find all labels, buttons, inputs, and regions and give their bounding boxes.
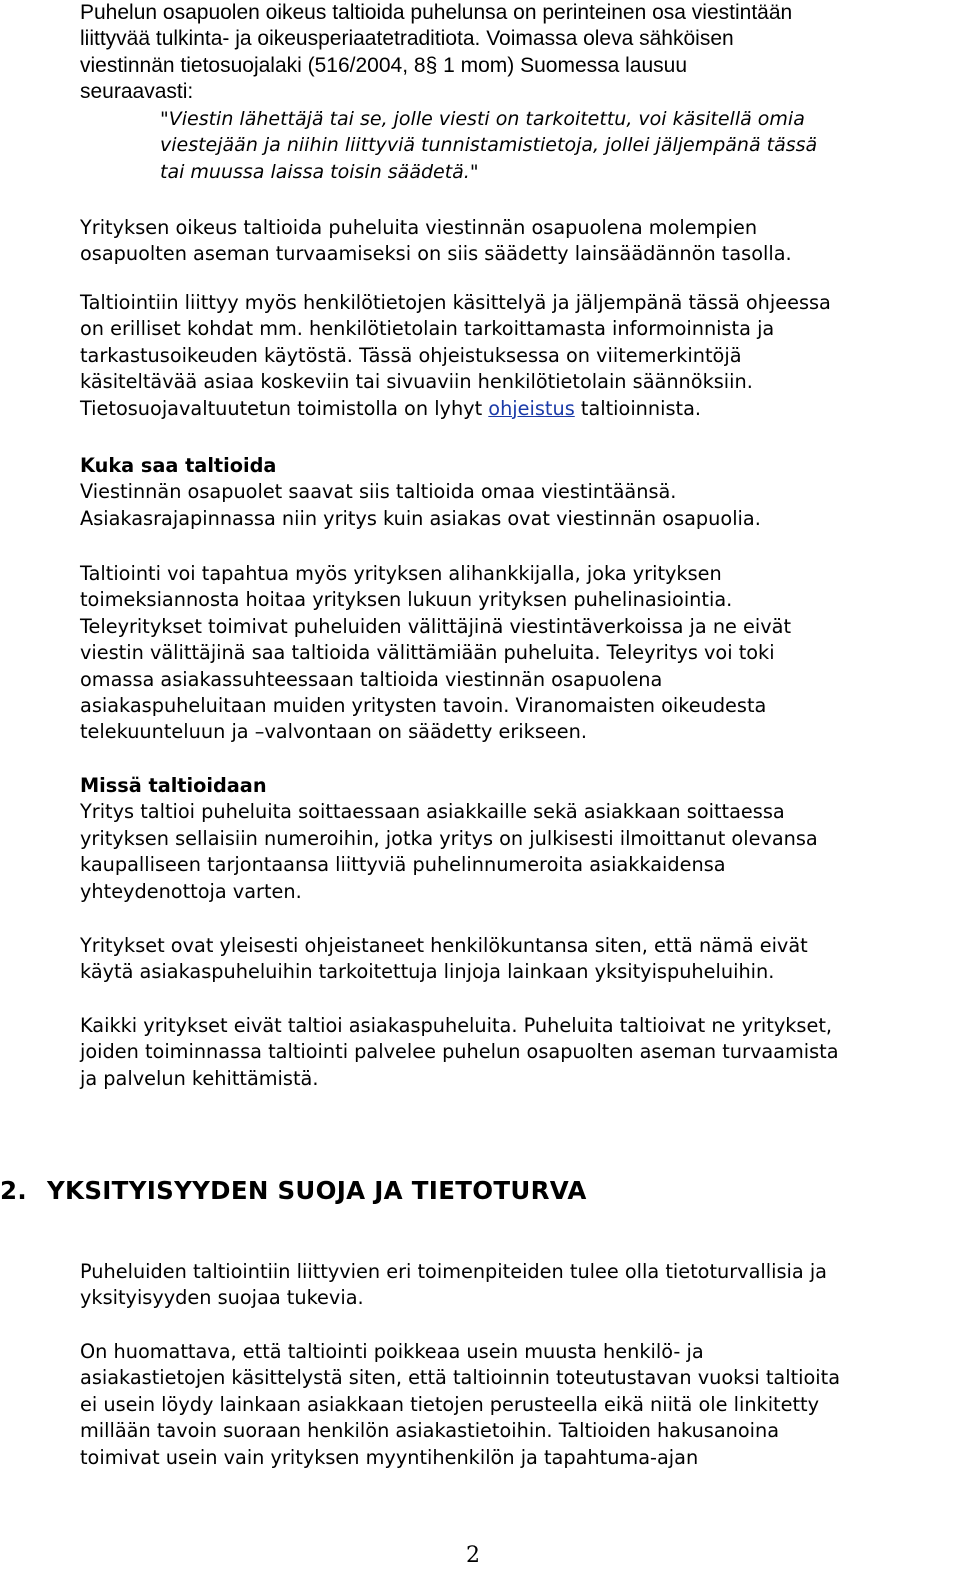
paragraph-line: ja palvelun kehittämistä.	[80, 1066, 319, 1090]
paragraph-line: Yritykset ovat yleisesti ohjeistaneet henkilökuntansa siten, että nämä eivät	[80, 934, 808, 957]
line-text: taltioinnista.	[574, 396, 702, 420]
paragraph-line: On huomattava, että taltiointi poikkeaa usein muusta henkilö- ja	[80, 1340, 704, 1363]
ohjeistus-link[interactable]: ohjeistus	[488, 396, 575, 420]
paragraph-line: käsiteltävää asiaa koskeviin tai sivuaviin henkilötietolain säännöksiin.	[80, 370, 753, 394]
subcontract-paragraph	[80, 561, 791, 746]
paragraph-line: Taltiointiin liittyy myös henkilötietojen käsittelyä ja jäljempänä tässä ohjeessa	[80, 291, 831, 314]
paragraph-line: ei usein löydy lainkaan asiakkaan tietojen perusteella eikä niitä ole linkitetty	[80, 1392, 820, 1416]
paragraph-line: telekuunteluun ja –valvontaan on säädetty erikseen.	[80, 720, 587, 744]
paragraph-line: toimeksiannosta hoitaa yrityksen lukuun yrityksen puhelinasiointia.	[80, 588, 733, 612]
paragraph-line: viestin välittäjinä saa taltioida välittämiään puheluita. Teleyritys voi toki	[80, 641, 775, 665]
paragraph-line: käytä asiakaspuheluihin tarkoitettuja linjoja lainkaan yksityispuheluihin.	[80, 960, 775, 984]
intro-paragraph	[80, 0, 792, 106]
paragraph-line: millään tavoin suoraan henkilön asiakastietoihin. Taltioiden hakusanoina	[80, 1419, 780, 1443]
paragraph-line: Asiakasrajapinnassa niin yritys kuin asiakas ovat viestinnän osapuolia.	[80, 506, 761, 530]
paragraph-line: osapuolten aseman turvaamiseksi on siis säädetty lainsäädännön tasolla.	[80, 242, 792, 266]
paragraph-line: yksityisyyden suojaa tukevia.	[80, 1286, 364, 1310]
paragraph-line: yrityksen sellaisiin numeroihin, jotka yritys on julkisesti ilmoittanut olevansa	[80, 826, 818, 850]
paragraph-line: joiden toiminnassa taltiointi palvelee puhelun osapuolten aseman turvaamista	[80, 1040, 839, 1064]
section-title: YKSITYISYYDEN SUOJA JA TIETOTURVA	[47, 1176, 587, 1205]
paragraph-line: kaupalliseen tarjontaansa liittyviä puhelinnumeroita asiakkaidensa	[80, 853, 726, 877]
law-quote	[80, 106, 817, 185]
paragraph-line	[80, 396, 831, 422]
paragraph-line: yhteydenottoja varten.	[80, 879, 302, 903]
quote-line: tai muussa laissa toisin säädetä."	[160, 160, 479, 183]
security-paragraph	[80, 1259, 827, 1312]
rights-paragraph	[80, 215, 792, 268]
where-section	[80, 773, 818, 905]
paragraph-line: Taltiointi voi tapahtua myös yrityksen alihankkijalla, joka yrityksen	[80, 562, 722, 585]
intro-line: Puhelun osapuolen oikeus taltioida puhelunsa on perinteinen osa viestintään	[80, 1, 793, 24]
paragraph-line: Yrityksen oikeus taltioida puheluita viestinnän osapuolena molempien	[80, 216, 758, 239]
who-section	[80, 453, 761, 532]
page-number: 2	[466, 1543, 480, 1568]
line-text: Tietosuojavaltuutetun toimistolla on lyhyt	[80, 396, 489, 420]
who-heading: Kuka saa taltioida	[80, 454, 277, 477]
paragraph-line: Kaikki yritykset eivät taltioi asiakaspuheluita. Puheluita taltioivat ne yritykset,	[80, 1014, 833, 1037]
deviate-paragraph	[80, 1339, 840, 1471]
section-number: 2.	[0, 1176, 27, 1205]
paragraph-line: asiakastietojen käsittelystä siten, että taltioinnin toteutustavan vuoksi taltioita	[80, 1366, 841, 1390]
not-all-paragraph	[80, 1013, 839, 1092]
paragraph-line: Yritys taltioi puheluita soittaessaan asiakkaille sekä asiakkaan soittaessa	[80, 800, 785, 824]
instructed-paragraph	[80, 933, 808, 986]
paragraph-line: asiakaspuheluitaan muiden yritysten tavoin. Viranomaisten oikeudesta	[80, 694, 767, 718]
paragraph-line: Teleyritykset toimivat puheluiden välittäjinä viestintäverkoissa ja ne eivät	[80, 614, 792, 638]
intro-line: seuraavasti:	[80, 80, 194, 104]
paragraph-line: Puheluiden taltiointiin liittyvien eri toimenpiteiden tulee olla tietoturvallisia ja	[80, 1260, 827, 1283]
where-heading: Missä taltioidaan	[80, 774, 267, 797]
paragraph-line: Viestinnän osapuolet saavat siis taltioida omaa viestintäänsä.	[80, 480, 677, 504]
intro-line: viestinnän tietosuojalaki (516/2004, 8§ 1 mom) Suomessa lausuu	[80, 53, 688, 77]
intro-line: liittyvää tulkinta- ja oikeusperiaatetraditiota. Voimassa oleva sähköisen	[80, 27, 734, 51]
quote-line: viestejään ja niihin liittyviä tunnistamistietoja, jollei jäljempänä tässä	[160, 134, 818, 157]
quote-line: "Viestin lähettäjä tai se, jolle viesti on tarkoitettu, voi käsitellä omia	[160, 108, 805, 130]
paragraph-line: tarkastusoikeuden käytöstä. Tässä ohjeistuksessa on viitemerkintöjä	[80, 343, 742, 367]
paragraph-line: omassa asiakassuhteessaan taltioida viestinnän osapuolena	[80, 667, 663, 691]
personal-data-paragraph	[80, 290, 831, 422]
paragraph-line: toimivat usein vain yrityksen myyntihenkilön ja tapahtuma-ajan	[80, 1445, 699, 1469]
section-2-heading	[0, 1176, 587, 1205]
paragraph-line: on erilliset kohdat mm. henkilötietolain tarkoittamasta informoinnista ja	[80, 317, 775, 341]
